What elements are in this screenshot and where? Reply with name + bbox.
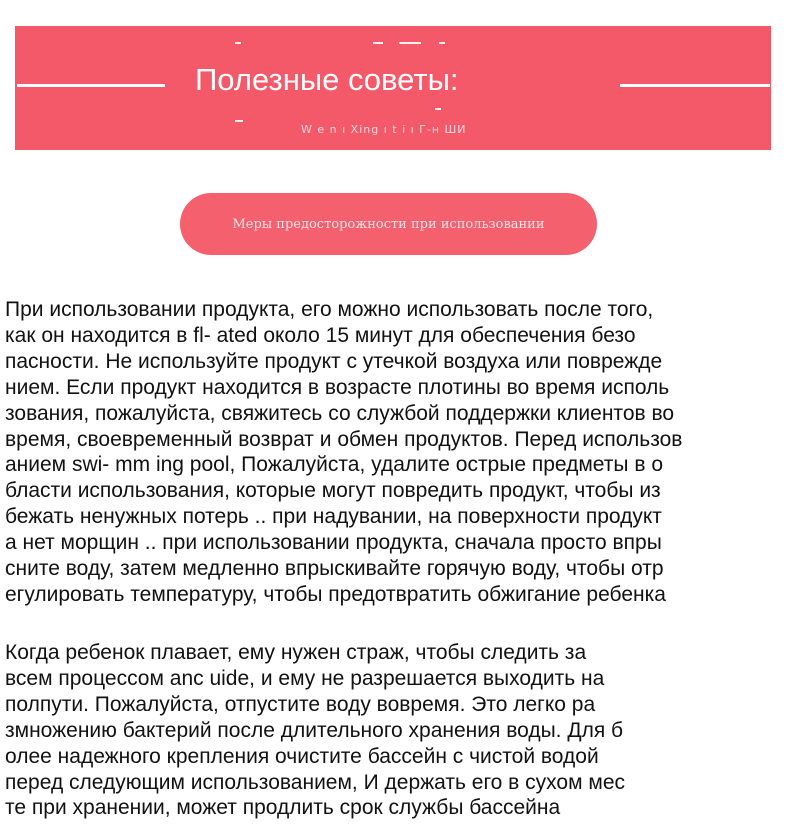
paragraph-line: егулировать температуру, чтобы предотвратить обжигание ребенка bbox=[5, 582, 666, 606]
banner-decor-dash bbox=[435, 108, 441, 110]
paragraph-line: сните воду, затем медленно впрыскивайте горячую воду, чтобы отр bbox=[5, 557, 664, 581]
banner-decor-dash bbox=[439, 42, 445, 44]
paragraph-line: перед следующим использованием, И держать его в сухом мес bbox=[5, 770, 626, 794]
paragraph-line: полпути. Пожалуйста, отпустите воду вовремя. Это легко ра bbox=[5, 692, 596, 716]
paragraph-line: всем процессом anc uide, и ему не разрешается выходить на bbox=[5, 666, 605, 690]
paragraph-line: как он находится в fl- ated около 15 минут для обеспечения безо bbox=[5, 323, 636, 347]
banner-left-rule bbox=[17, 84, 165, 87]
banner-subtitle: W e n ı Xing ı t i ı Г-н ШИ bbox=[301, 123, 467, 136]
banner-decor-dash bbox=[399, 42, 421, 44]
usage-paragraph-1 bbox=[5, 297, 785, 608]
banner-right-rule bbox=[620, 84, 770, 87]
paragraph-line: олее надежного крепления очистите бассейн с чистой водой bbox=[5, 744, 599, 768]
paragraph-line: Когда ребенок плавает, ему нужен страж, чтобы следить за bbox=[5, 641, 587, 664]
paragraph-line: бежать ненужных потерь .. при надувании, на поверхности продукт bbox=[5, 505, 662, 529]
paragraph-line: время, своевременный возврат и обмен продуктов. Перед использов bbox=[5, 427, 683, 451]
paragraph-line: При использовании продукта, его можно использовать после того, bbox=[5, 298, 654, 321]
precautions-heading-pill bbox=[180, 193, 597, 255]
paragraph-line: зования, пожалуйста, свяжитесь со службой поддержки клиентов во bbox=[5, 401, 675, 425]
banner-decor-dash bbox=[373, 42, 383, 44]
banner-title: Полезные советы: bbox=[195, 62, 459, 97]
paragraph-line: змножению бактерий после длительного хранения воды. Для б bbox=[5, 718, 624, 742]
paragraph-line: а нет морщин .. при использовании продукта, сначала просто впры bbox=[5, 531, 662, 555]
usage-paragraph-2 bbox=[5, 640, 785, 821]
paragraph-line: нием. Если продукт находится в возрасте плотины во время исполь bbox=[5, 375, 670, 399]
paragraph-line: анием swi- mm ing pool, Пожалуйста, удалите острые предметы в о bbox=[5, 453, 664, 477]
paragraph-line: те при хранении, может продлить срок службы бассейна bbox=[5, 796, 561, 820]
precautions-heading-label: Меры предосторожности при использовании bbox=[232, 216, 545, 232]
banner-decor-dash bbox=[235, 42, 241, 44]
tips-banner bbox=[15, 26, 771, 150]
paragraph-line: бласти использования, которые могут повредить продукт, чтобы из bbox=[5, 479, 661, 503]
banner-decor-dash bbox=[235, 120, 243, 122]
paragraph-line: пасности. Не используйте продукт с утечкой воздуха или поврежде bbox=[5, 349, 663, 373]
